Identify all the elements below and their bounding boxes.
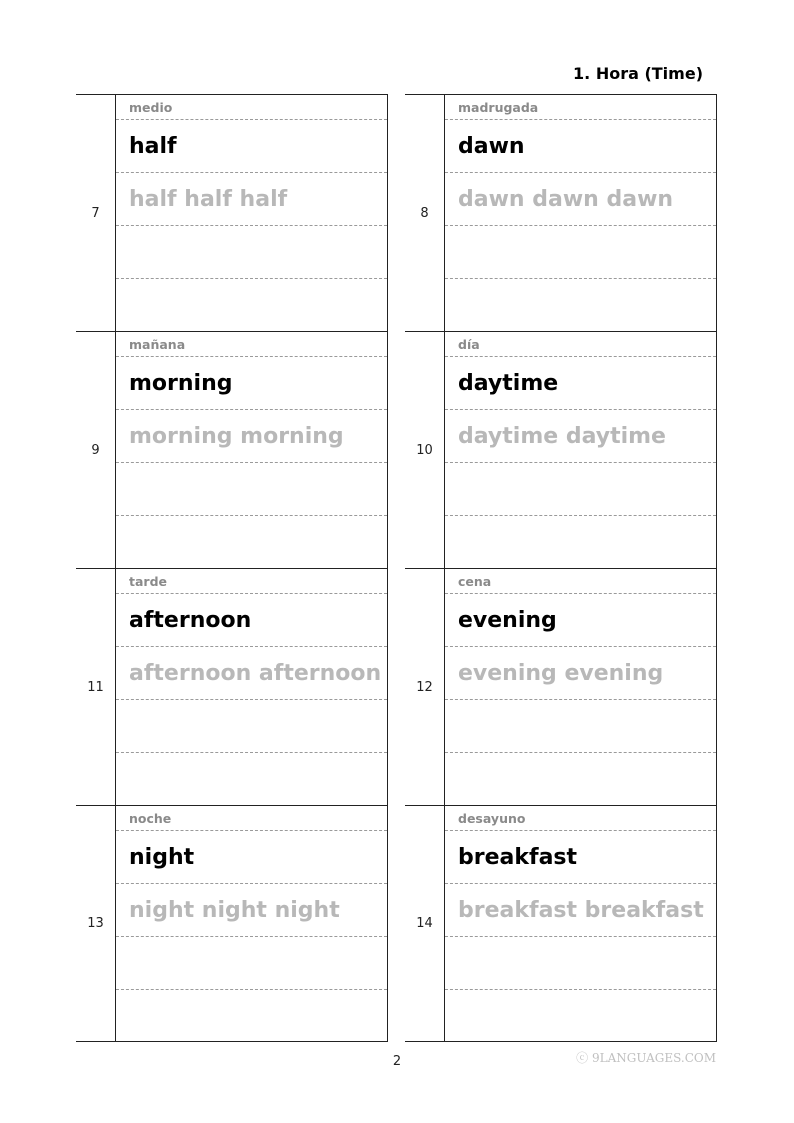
writing-lines	[445, 95, 716, 331]
english-word: morning	[129, 371, 233, 396]
card-number: 14	[405, 806, 445, 1041]
page-title: 1. Hora (Time)	[573, 64, 703, 83]
english-word: breakfast	[458, 845, 578, 870]
worksheet-grid	[76, 94, 717, 1042]
card-number: 11	[76, 569, 116, 805]
card-number: 13	[76, 806, 116, 1041]
spanish-word: cena	[458, 574, 492, 589]
card-number: 9	[76, 332, 116, 568]
english-word: half	[129, 134, 177, 159]
spanish-word: medio	[129, 100, 173, 115]
word-card	[76, 331, 388, 568]
writing-lines	[445, 806, 716, 1041]
writing-lines	[445, 332, 716, 568]
trace-text: daytime daytime	[458, 424, 666, 449]
word-card	[405, 568, 717, 805]
page-number: 2	[392, 1054, 402, 1069]
trace-text: afternoon afternoon	[129, 661, 382, 686]
word-card	[76, 94, 388, 331]
trace-text: dawn dawn dawn	[458, 187, 674, 212]
english-word: evening	[458, 608, 557, 633]
trace-text: half half half	[129, 187, 288, 212]
spanish-word: noche	[129, 811, 172, 826]
writing-lines	[116, 806, 387, 1041]
word-card	[405, 94, 717, 331]
card-number: 8	[405, 95, 445, 331]
spanish-word: madrugada	[458, 100, 539, 115]
english-word: night	[129, 845, 195, 870]
card-number: 10	[405, 332, 445, 568]
writing-lines	[116, 95, 387, 331]
spanish-word: desayuno	[458, 811, 526, 826]
word-card	[405, 805, 717, 1042]
word-card	[76, 568, 388, 805]
writing-lines	[445, 569, 716, 805]
trace-text: breakfast breakfast	[458, 898, 704, 923]
english-word: afternoon	[129, 608, 252, 633]
trace-text: night night night	[129, 898, 340, 923]
trace-text: evening evening	[458, 661, 664, 686]
english-word: daytime	[458, 371, 559, 396]
copyright-notice: ⓒ 9LANGUAGES.COM	[576, 1051, 716, 1065]
english-word: dawn	[458, 134, 525, 159]
spanish-word: mañana	[129, 337, 186, 352]
card-number: 12	[405, 569, 445, 805]
spanish-word: día	[458, 337, 480, 352]
word-card	[405, 331, 717, 568]
writing-lines	[116, 569, 387, 805]
trace-text: morning morning	[129, 424, 344, 449]
card-number: 7	[76, 95, 116, 331]
writing-lines	[116, 332, 387, 568]
word-card	[76, 805, 388, 1042]
spanish-word: tarde	[129, 574, 168, 589]
